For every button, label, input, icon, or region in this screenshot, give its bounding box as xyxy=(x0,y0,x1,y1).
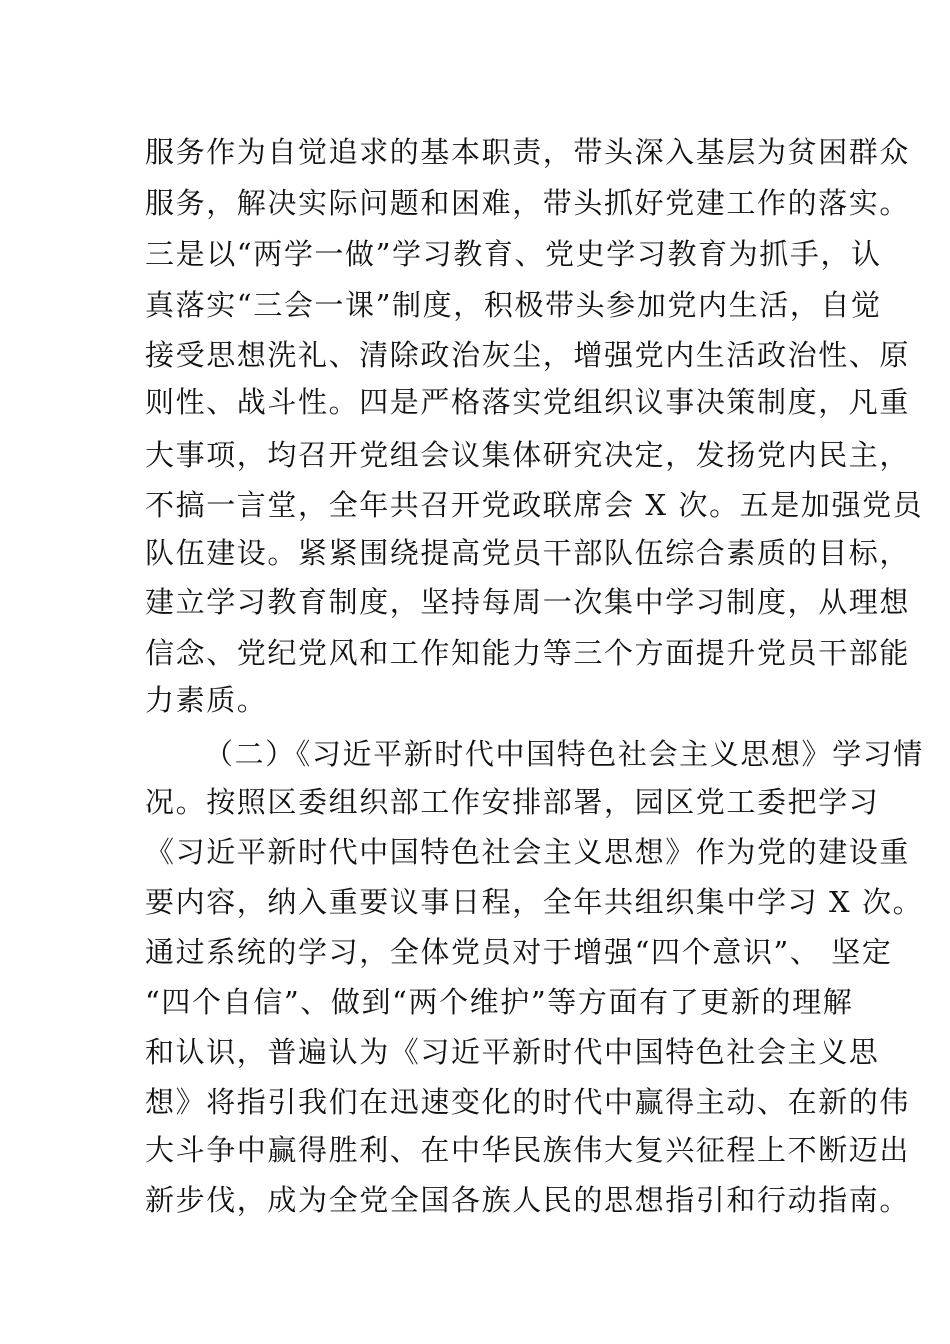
text-line: 不搞一言堂，全年共召开党政联席会 X 次。五是加强党员 xyxy=(145,488,924,522)
text-line: 真落实“三会一课”制度，积极带头参加党内生活，自觉 xyxy=(145,288,882,322)
text-line: 大斗争中赢得胜利、在中华民族伟大复兴征程上不断迈出 xyxy=(145,1133,911,1167)
text-line: 服务，解决实际问题和困难，带头抓好党建工作的落实。 xyxy=(145,186,911,220)
text-line: 通过系统的学习，全体党员对于增强“四个意识”、 坚定 xyxy=(145,935,893,969)
text-line: 信念、党纪党风和工作知能力等三个方面提升党员干部能 xyxy=(145,636,911,670)
text-line: 新步伐，成为全党全国各族人民的思想指引和行动指南。 xyxy=(145,1183,911,1217)
text-line: 大事项，均召开党组会议集体研究决定，发扬党内民主， xyxy=(145,438,911,472)
text-line: “四个自信”、做到“两个维护”等方面有了更新的理解 xyxy=(145,985,854,1019)
text-line: 《习近平新时代中国特色社会主义思想》作为党的建设重 xyxy=(145,835,911,869)
text-line: 要内容，纳入重要议事日程，全年共组织集中学习 X 次。 xyxy=(145,885,924,919)
text-line: 力素质。 xyxy=(145,683,268,717)
text-line: 服务作为自觉追求的基本职责，带头深入基层为贫困群众 xyxy=(145,135,911,169)
text-line: 想》将指引我们在迅速变化的时代中赢得主动、在新的伟 xyxy=(145,1085,911,1119)
text-line: 队伍建设。紧紧围绕提高党员干部队伍综合素质的目标， xyxy=(145,536,911,570)
text-line: 况。按照区委组织部工作安排部署，园区党工委把学习 xyxy=(145,785,880,819)
text-line: 则性、战斗性。四是严格落实党组织议事决策制度，凡重 xyxy=(145,385,911,419)
text-line: 建立学习教育制度，坚持每周一次集中学习制度，从理想 xyxy=(145,585,911,619)
text-line: 三是以“两学一做”学习教育、党史学习教育为抓手，认 xyxy=(145,237,882,271)
text-line: 和认识，普遍认为《习近平新时代中国特色社会主义思 xyxy=(145,1035,880,1069)
section-heading-line: （二）《习近平新时代中国特色社会主义思想》学习情 xyxy=(204,737,924,771)
text-line: 接受思想洗礼、清除政治灰尘，增强党内生活政治性、原 xyxy=(145,338,911,372)
